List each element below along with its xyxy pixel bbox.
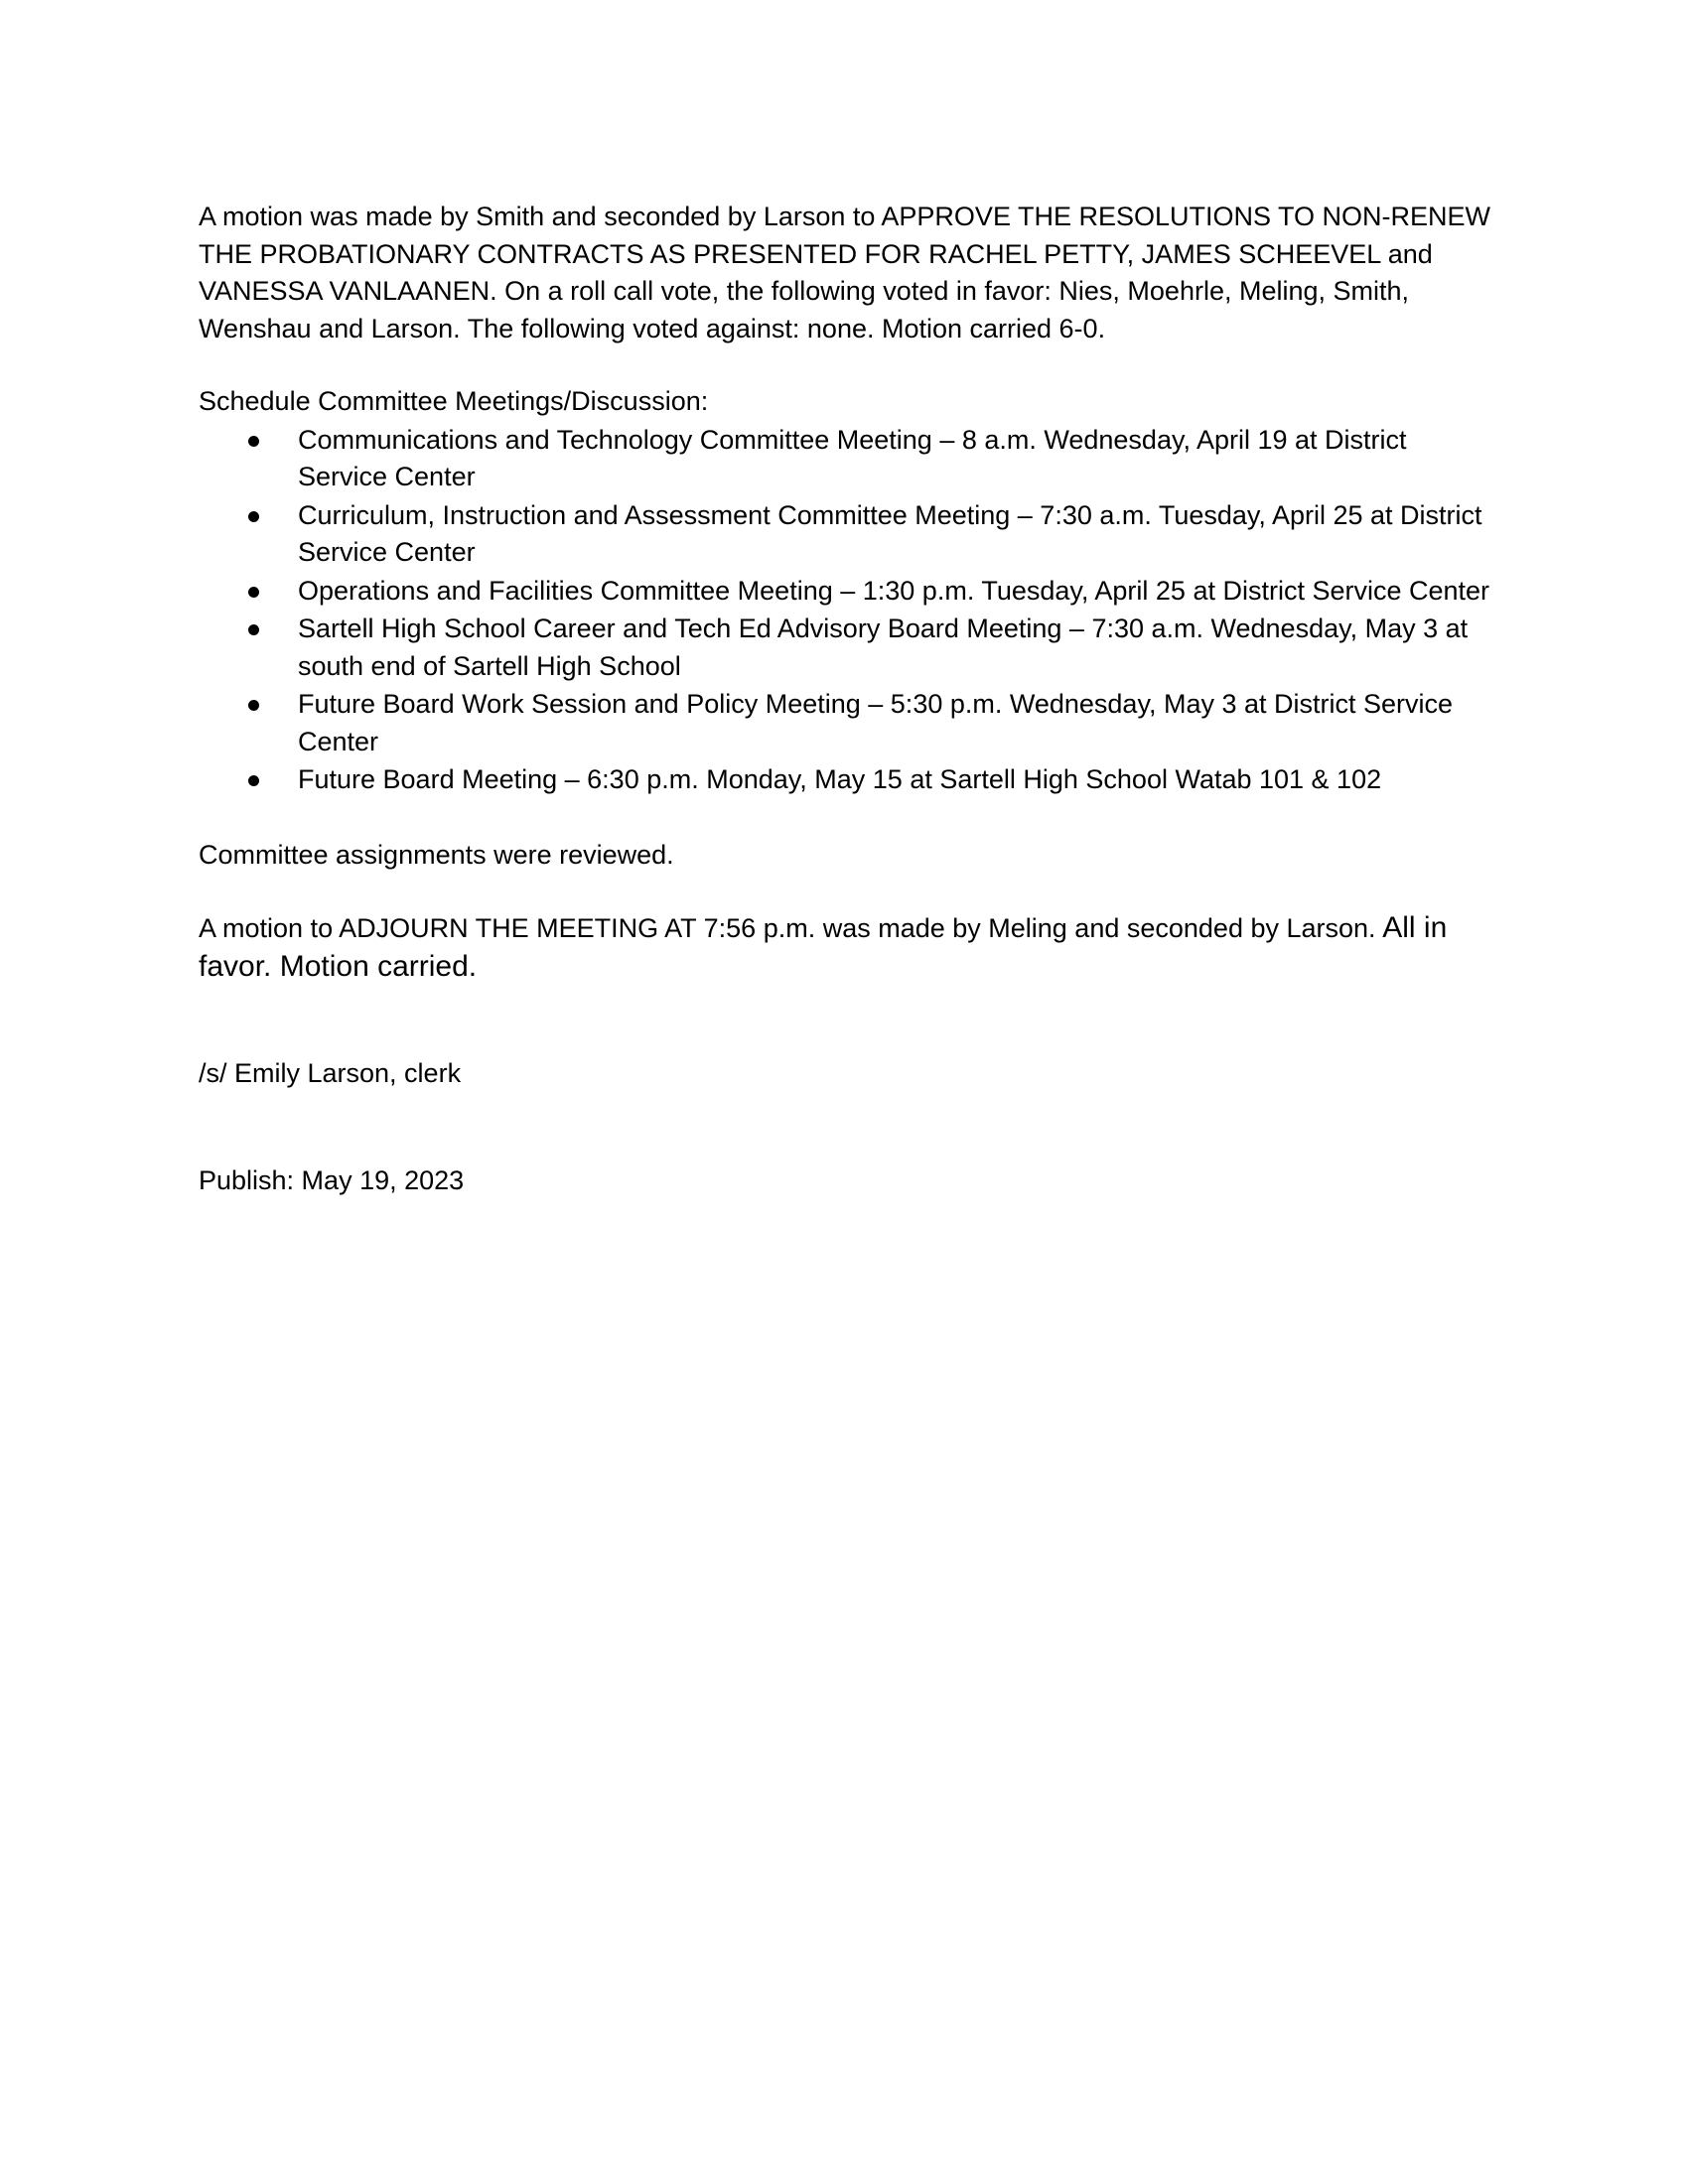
bullet-icon	[248, 587, 259, 598]
adjourn-motion-text: A motion to ADJOURN THE MEETING AT 7:56 p.m. was made by Meling and seconded by Larson.	[199, 913, 1376, 943]
meeting-item-text: Sartell High School Career and Tech Ed Advisory Board Meeting – 7:30 a.m. Wednesday, May 3 at south end of Sartell High School	[298, 614, 1469, 681]
meeting-item-text: Curriculum, Instruction and Assessment Committee Meeting – 7:30 a.m. Tuesday, April 25 at District Service Center	[298, 499, 1482, 567]
adjourn-motion-paragraph	[199, 909, 1499, 986]
document-page	[199, 199, 1499, 1199]
meeting-item-text: Future Board Work Session and Policy Meeting – 5:30 p.m. Wednesday, May 3 at District Service Center	[298, 689, 1454, 756]
adjourn-result-text: All in favor. Motion carried.	[199, 911, 1448, 983]
meeting-item-text: Operations and Facilities Committee Meeting – 1:30 p.m. Tuesday, April 25 at District Service Center	[298, 575, 1490, 606]
list-item	[199, 573, 1499, 611]
schedule-heading: Schedule Committee Meetings/Discussion:	[199, 386, 709, 416]
clerk-signature: /s/ Emily Larson, clerk	[199, 1058, 462, 1088]
list-item	[199, 422, 1499, 496]
list-item	[199, 761, 1499, 799]
list-item	[199, 611, 1499, 685]
publish-date: Publish: May 19, 2023	[199, 1164, 465, 1195]
bullet-icon	[248, 436, 259, 447]
bullet-icon	[248, 775, 259, 786]
list-item	[199, 686, 1499, 760]
meeting-item-text: Communications and Technology Committee Meeting – 8 a.m. Wednesday, April 19 at District Service Center	[298, 424, 1407, 491]
list-item	[199, 497, 1499, 572]
bullet-icon	[248, 624, 259, 635]
bullet-icon	[248, 511, 259, 522]
nonrenew-motion-paragraph: A motion was made by Smith and seconded by Larson to APPROVE THE RESOLUTIONS TO NON-RENEW THE PROBATIONARY CONTRACTS AS PRESENTED FOR RACHEL PETTY, JAMES SCHEEVEL and VANESSA VANLAANEN. On a roll call vote, the following voted in favor: Nies, Moehrle, Meling, Smith, Wenshau and Larson. The following voted against: none. Motion carried 6-0.	[199, 202, 1491, 343]
committee-review-paragraph: Committee assignments were reviewed.	[199, 839, 674, 870]
meeting-item-text: Future Board Meeting – 6:30 p.m. Monday, May 15 at Sartell High School Watab 101 & 102	[298, 764, 1382, 794]
meeting-list	[199, 422, 1499, 799]
bullet-icon	[248, 700, 259, 711]
